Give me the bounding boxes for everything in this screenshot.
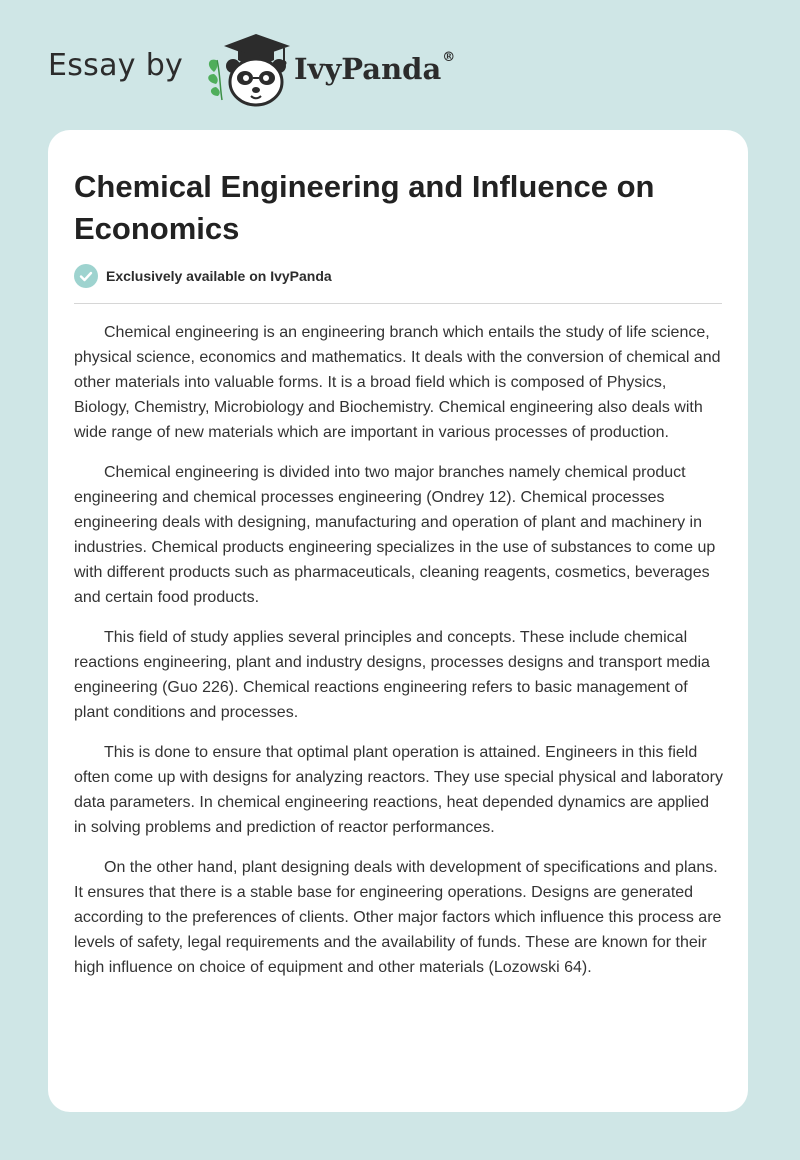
paragraph: Chemical engineering is divided into two major branches namely chemical product engineering and chemical processes engineering (Ondrey 12). Chemical processes engineering deals with designing, manufacturing and operation of plant and machinery in industries. Chemical products engineering specializes in the use of substances to come up with different products such as pharmaceuticals, cleaning reagents, cosmetics, beverages and certain food products. xyxy=(74,464,716,606)
essay-body xyxy=(74,320,724,995)
brand-name[interactable] xyxy=(294,52,455,86)
title-divider xyxy=(74,303,722,304)
site-header xyxy=(48,30,748,110)
paragraph: On the other hand, plant designing deals with development of specifications and plans. It ensures that there is a stable base for engineering operations. Designs are generated according to the preferences of clients. Other major factors which influence this process are levels of safety, legal requirements and the availability of funds. These are known for their high influence on choice of equipment and other materials (Lozowski 64). xyxy=(74,859,722,976)
panda-face-icon xyxy=(226,59,286,105)
essay-card xyxy=(48,130,748,1112)
essay-title: Chemical Engineering and Influence on Economics xyxy=(74,169,655,246)
registered-mark: ® xyxy=(442,50,456,65)
exclusive-badge xyxy=(74,264,332,288)
essay-by-label: Essay by xyxy=(48,48,184,83)
paragraph: Chemical engineering is an engineering branch which entails the study of life science, physical science, economics and mathematics. It deals with the conversion of chemical and other materials into valuable forms. It is a broad field which is composed of Physics, Biology, Chemistry, Microbiology and Biochemistry. Chemical engineering also deals with wide range of new materials which are important in various processes of production. xyxy=(74,324,721,441)
panda-logo-icon[interactable] xyxy=(204,32,296,108)
paragraph: This is done to ensure that optimal plant operation is attained. Engineers in this field often come up with designs for analyzing reactors. They use special physical and laboratory data parameters. In chemical engineering reactions, heat depended dynamics are applied in solving problems and prediction of reactor performances. xyxy=(74,744,723,836)
brand-name-text: IvyPanda xyxy=(294,52,442,86)
paragraph: This field of study applies several principles and concepts. These include chemical reactions engineering, plant and industry designs, processes designs and transport media engineering (Guo 226). Chemical reactions engineering refers to basic management of plant conditions and processes. xyxy=(74,629,710,721)
ivy-leaf-icon xyxy=(208,60,222,100)
check-circle-icon xyxy=(74,264,98,288)
exclusive-badge-text: Exclusively available on IvyPanda xyxy=(106,268,332,284)
